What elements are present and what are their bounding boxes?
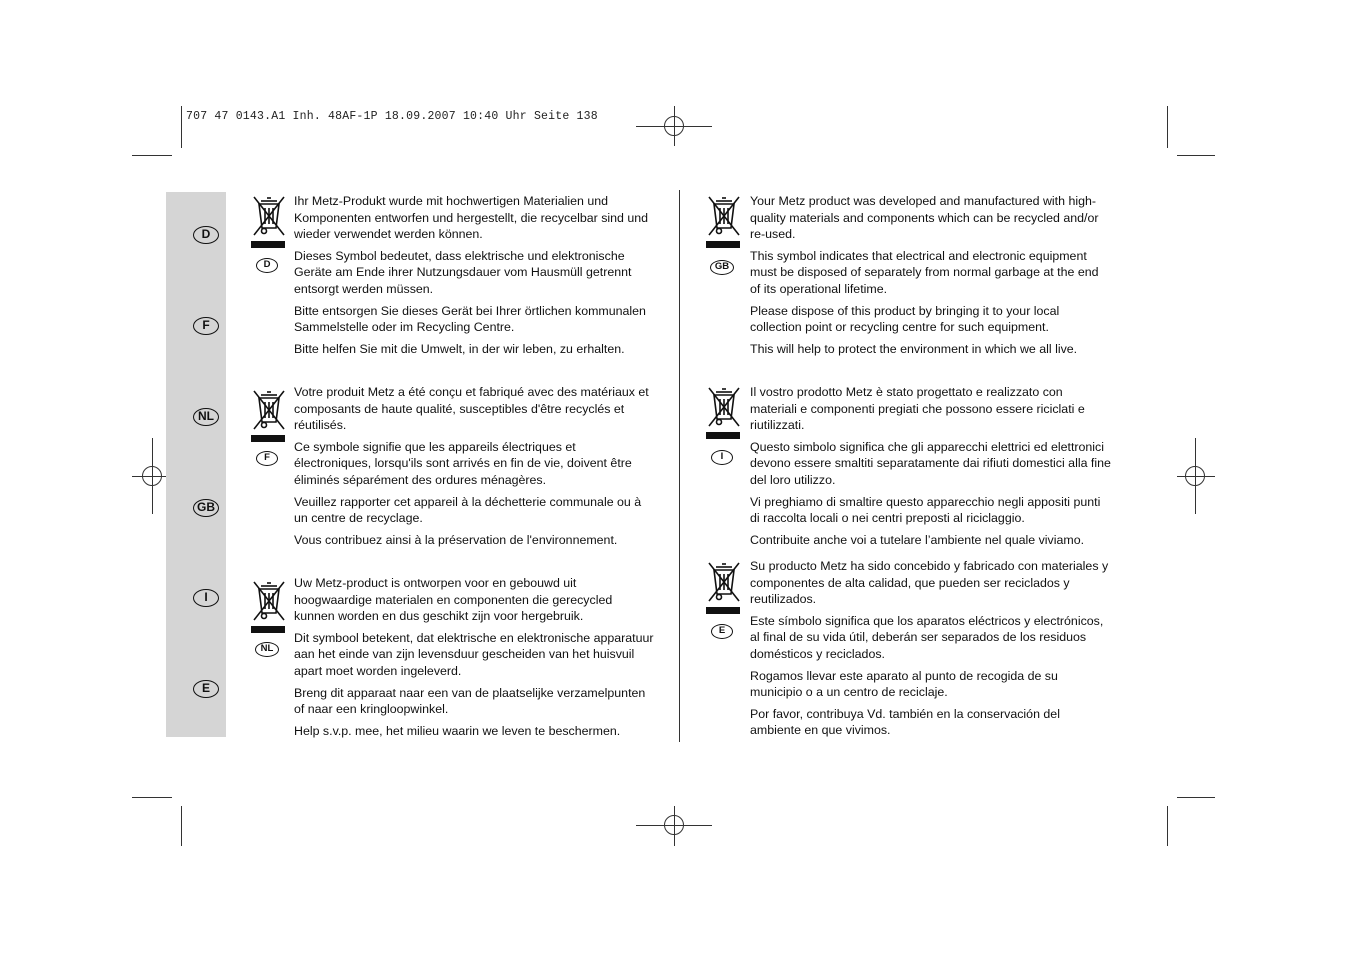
section-text-f	[294, 384, 656, 553]
paragraph: Breng dit apparaat naar een van de plaatselijke verzamelpunten of naar een kringloopwinkel.	[294, 685, 646, 717]
paragraph: Por favor, contribuya Vd. también en la conservación del ambiente en que vivimos.	[750, 706, 1060, 738]
paragraph: Il vostro prodotto Metz è stato progettato e realizzato con materiali e componenti pregiati che possono essere riciclati e riutilizzati.	[750, 385, 1085, 433]
section-text-gb	[750, 193, 1112, 362]
crop-mark	[1177, 155, 1215, 156]
crop-mark	[1177, 797, 1215, 798]
print-slug-line: 707 47 0143.A1 Inh. 48AF-1P 18.09.2007 10:40 Uhr Seite 138	[186, 110, 598, 123]
paragraph: Rogamos llevar este aparato al punto de recogida de su municipio o a un centro de reciclaje.	[750, 668, 1058, 700]
crop-mark	[1167, 806, 1168, 846]
crop-mark	[181, 106, 182, 148]
section-lang-badge: GB	[710, 260, 734, 275]
paragraph: Este símbolo significa que los aparatos eléctricos y electrónicos, al final de su vida útil, deberán ser separados de los residuos domésticos y reciclados.	[750, 613, 1104, 661]
paragraph: Vi preghiamo di smaltire questo apparecchio negli appositi punti di raccolta locali o nei centri preposti al riciclaggio.	[750, 494, 1101, 526]
paragraph: Vous contribuez ainsi à la préservation de l'environnement.	[294, 532, 618, 547]
sidebar-badge-gb: GB	[193, 499, 219, 517]
weee-bin-icon	[251, 580, 287, 640]
sidebar-badge-i: I	[193, 589, 219, 607]
section-lang-badge: NL	[255, 642, 279, 657]
section-text-nl	[294, 575, 656, 744]
weee-bin-icon	[706, 561, 742, 621]
paragraph: Dit symbool betekent, dat elektrische en elektronische apparatuur aan het einde van zijn levensduur gescheiden van het huisvuil apart moet worden ingeleverd.	[294, 630, 654, 678]
paragraph: Veuillez rapporter cet appareil à la déchetterie communale ou à un centre de recyclage.	[294, 494, 642, 526]
paragraph: Ce symbole signifie que les appareils électriques et électroniques, lorsqu'ils sont arrivés en fin de vie, doivent être éliminés séparément des ordures ménagères.	[294, 439, 632, 487]
paragraph: Votre produit Metz a été conçu et fabriqué avec des matériaux et composants de haute qualité, susceptibles d'être recyclés et réutilisés.	[294, 385, 649, 433]
paragraph: Bitte helfen Sie mit die Umwelt, in der wir leben, zu erhalten.	[294, 341, 625, 356]
section-lang-badge: I	[711, 450, 733, 465]
sidebar-badge-nl: NL	[193, 408, 219, 426]
paragraph: Ihr Metz-Produkt wurde mit hochwertigen Materialien und Komponenten entworfen und hergestellt, die recycelbar sind und wieder verwendet werden können.	[294, 194, 649, 242]
crop-mark	[181, 806, 182, 846]
weee-bin-icon	[706, 386, 742, 446]
paragraph: Questo simbolo significa che gli apparecchi elettrici ed elettronici devono essere smaltiti separatamente dai rifiuti domestici alla fine del loro utilizzo.	[750, 439, 1111, 487]
paragraph: This will help to protect the environment in which we all live.	[750, 341, 1078, 356]
paragraph: Please dispose of this product by bringing it to your local collection point or recycling centre for such equipment.	[750, 303, 1060, 335]
crop-mark	[132, 797, 172, 798]
paragraph: Help s.v.p. mee, het milieu waarin we leven te beschermen.	[294, 723, 621, 738]
weee-bin-icon	[706, 195, 742, 255]
language-sidebar	[166, 192, 226, 737]
sidebar-badge-f: F	[193, 317, 219, 335]
paragraph: This symbol indicates that electrical and electronic equipment must be disposed of separately from normal garbage at the end of its operational lifetime.	[750, 248, 1099, 296]
paragraph: Dieses Symbol bedeutet, dass elektrische und elektronische Geräte am Ende ihrer Nutzungsdauer vom Hausmüll getrennt entsorgt werden müssen.	[294, 248, 632, 296]
crop-mark	[1167, 106, 1168, 148]
registration-mark	[1185, 466, 1205, 486]
weee-bin-icon	[251, 389, 287, 449]
crop-mark	[132, 155, 172, 156]
section-text-i	[750, 384, 1112, 553]
column-divider	[679, 190, 680, 742]
registration-mark	[664, 815, 684, 835]
section-text-e	[750, 558, 1112, 744]
section-lang-badge: E	[711, 624, 733, 639]
section-lang-badge: D	[256, 258, 278, 273]
registration-mark	[142, 466, 162, 486]
section-text-d	[294, 193, 656, 362]
registration-mark	[664, 116, 684, 136]
paragraph: Su producto Metz ha sido concebido y fabricado con materiales y componentes de alta calidad, que pueden ser reciclados y reutilizados.	[750, 559, 1109, 607]
sidebar-badge-d: D	[193, 226, 219, 244]
paragraph: Contribuite anche voi a tutelare l’ambiente nel quale viviamo.	[750, 532, 1085, 547]
paragraph: Bitte entsorgen Sie dieses Gerät bei Ihrer örtlichen kommunalen Sammelstelle oder im Recycling Centre.	[294, 303, 646, 335]
sidebar-badge-e: E	[193, 680, 219, 698]
weee-bin-icon	[251, 195, 287, 255]
paragraph: Your Metz product was developed and manufactured with high-quality materials and components which can be recycled and/or re-used.	[750, 194, 1099, 242]
paragraph: Uw Metz-product is ontworpen voor en gebouwd uit hoogwaardige materialen en componenten die gerecycled kunnen worden en dus geschikt zijn voor hergebruik.	[294, 576, 613, 624]
section-lang-badge: F	[256, 451, 278, 466]
